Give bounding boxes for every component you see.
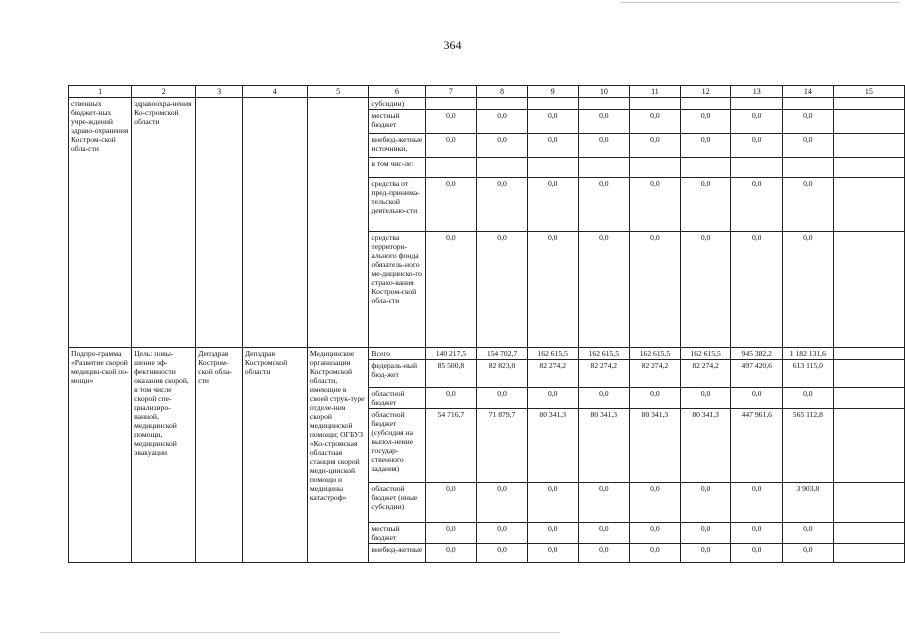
amount-cell: 497 420,6 — [731, 360, 783, 388]
column-number: 13 — [731, 86, 783, 98]
amount-cell: 0,0 — [527, 523, 578, 544]
scan-edge-line — [620, 2, 900, 3]
amount-cell: 54 716,7 — [425, 409, 477, 483]
funding-source-label: субсидии) — [369, 98, 425, 110]
amount-cell: 0,0 — [578, 483, 630, 523]
amount-cell: 0,0 — [630, 388, 681, 409]
funding-source-label: областной бюджет — [369, 388, 425, 409]
merged-cell-col1: Подпро-грамма «Развитие скорой медицин-ской по-мощи» — [69, 348, 132, 563]
amount-cell — [833, 232, 904, 348]
amount-cell — [783, 98, 834, 110]
amount-cell: 0,0 — [731, 134, 783, 158]
amount-cell: 0,0 — [578, 134, 630, 158]
amount-cell — [783, 158, 834, 178]
column-number: 4 — [242, 86, 307, 98]
amount-cell: 0,0 — [731, 110, 783, 134]
amount-cell: 0,0 — [680, 544, 731, 563]
budget-table — [68, 85, 905, 563]
amount-cell — [833, 483, 904, 523]
amount-cell: 85 500,8 — [425, 360, 477, 388]
amount-cell: 0,0 — [578, 544, 630, 563]
amount-cell: 82 274,2 — [680, 360, 731, 388]
amount-cell: 447 961,6 — [731, 409, 783, 483]
column-number: 7 — [425, 86, 477, 98]
amount-cell — [833, 98, 904, 110]
funding-source-label: федераль-ный бюд-жет — [369, 360, 425, 388]
funding-source-label: местный бюджет — [369, 110, 425, 134]
amount-cell: 0,0 — [425, 134, 477, 158]
amount-cell: 82 274,2 — [630, 360, 681, 388]
amount-cell: 0,0 — [527, 232, 578, 348]
amount-cell — [680, 98, 731, 110]
amount-cell: 0,0 — [527, 110, 578, 134]
amount-cell: 0,0 — [578, 388, 630, 409]
amount-cell: 0,0 — [731, 523, 783, 544]
amount-cell — [833, 523, 904, 544]
merged-cell-col2: здравоохра-нения Ко-стромской области — [132, 98, 196, 348]
amount-cell — [833, 110, 904, 134]
amount-cell: 0,0 — [731, 544, 783, 563]
table-row — [69, 98, 905, 110]
funding-source-label: в том чис-ле: — [369, 158, 425, 178]
amount-cell: 0,0 — [680, 134, 731, 158]
amount-cell: 0,0 — [783, 544, 834, 563]
amount-cell — [578, 98, 630, 110]
header-row — [69, 86, 905, 98]
amount-cell: 82 823,0 — [477, 360, 528, 388]
amount-cell: 0,0 — [731, 483, 783, 523]
amount-cell: 0,0 — [477, 388, 528, 409]
amount-cell: 0,0 — [527, 134, 578, 158]
merged-cell-col4: Депздрав Костромской области — [242, 348, 307, 563]
amount-cell — [477, 158, 528, 178]
amount-cell: 565 112,8 — [783, 409, 834, 483]
amount-cell — [833, 134, 904, 158]
amount-cell — [425, 98, 477, 110]
amount-cell: 0,0 — [425, 388, 477, 409]
funding-source-label: средства территори-ального фонда обязатель-ного ме-дицинско-го страхо-вания Костром-ской обла-сти — [369, 232, 425, 348]
amount-cell: 80 341,3 — [578, 409, 630, 483]
amount-cell: 0,0 — [783, 178, 834, 232]
amount-cell: 80 341,3 — [630, 409, 681, 483]
funding-source-label: внебюд-жетные — [369, 544, 425, 563]
amount-cell: 613 115,0 — [783, 360, 834, 388]
amount-cell: 0,0 — [731, 388, 783, 409]
amount-cell: 0,0 — [477, 544, 528, 563]
amount-cell: 0,0 — [630, 523, 681, 544]
amount-cell: 0,0 — [477, 483, 528, 523]
column-number: 8 — [477, 86, 528, 98]
funding-source-label: внебюд-жетные источники, — [369, 134, 425, 158]
merged-cell-col3 — [196, 98, 243, 348]
merged-cell-col3: Депздрав Костром-ской обла-сти — [196, 348, 243, 563]
amount-cell: 0,0 — [477, 134, 528, 158]
amount-cell — [630, 158, 681, 178]
amount-cell: 0,0 — [630, 544, 681, 563]
amount-cell: 0,0 — [783, 388, 834, 409]
amount-cell: 0,0 — [425, 483, 477, 523]
amount-cell: 0,0 — [477, 178, 528, 232]
column-number: 9 — [527, 86, 578, 98]
amount-cell — [680, 158, 731, 178]
column-number: 11 — [630, 86, 681, 98]
column-number: 15 — [833, 86, 904, 98]
column-number: 14 — [783, 86, 834, 98]
funding-source-label: областной бюджет (субсидия на выпол-нение государ-ственного задания) — [369, 409, 425, 483]
amount-cell: 1 182 131,6 — [783, 348, 834, 360]
amount-cell: 82 274,2 — [578, 360, 630, 388]
amount-cell — [477, 98, 528, 110]
amount-cell: 0,0 — [680, 388, 731, 409]
column-number: 12 — [680, 86, 731, 98]
amount-cell — [578, 158, 630, 178]
amount-cell: 3 903,8 — [783, 483, 834, 523]
amount-cell — [833, 348, 904, 360]
amount-cell: 0,0 — [578, 232, 630, 348]
merged-cell-col5: Медицинские организации Костромской области, имеющие в своей струк-туре отделе-ния скорой медицинской помощи; ОГБУЗ «Ко-стромская областная станция скорой меди-цинской помощи и медицины катастроф» — [307, 348, 369, 563]
merged-cell-col5 — [307, 98, 369, 348]
amount-cell: 71 879,7 — [477, 409, 528, 483]
amount-cell: 0,0 — [783, 110, 834, 134]
amount-cell: 0,0 — [477, 523, 528, 544]
merged-cell-col4 — [242, 98, 307, 348]
amount-cell — [833, 158, 904, 178]
amount-cell: 162 615,5 — [680, 348, 731, 360]
scan-edge-line — [40, 632, 560, 633]
amount-cell: 0,0 — [527, 388, 578, 409]
amount-cell: 140 217,5 — [425, 348, 477, 360]
funding-source-label: областной бюджет (иные субсидии) — [369, 483, 425, 523]
funding-source-label: местный бюджет — [369, 523, 425, 544]
page-number: 364 — [443, 38, 462, 52]
amount-cell: 0,0 — [630, 110, 681, 134]
column-number: 10 — [578, 86, 630, 98]
amount-cell — [833, 360, 904, 388]
amount-cell: 0,0 — [680, 178, 731, 232]
amount-cell: 0,0 — [425, 178, 477, 232]
amount-cell: 0,0 — [425, 523, 477, 544]
merged-cell-col2: Цель: повы-шение эф-фективности оказания скорой, в том числе скорой спе-циализиро-ванной, медицинской помощи, медицинской эвакуации — [132, 348, 196, 563]
amount-cell: 82 274,2 — [527, 360, 578, 388]
amount-cell: 0,0 — [578, 523, 630, 544]
table-row — [69, 348, 905, 360]
amount-cell: 0,0 — [783, 523, 834, 544]
amount-cell: 0,0 — [680, 523, 731, 544]
amount-cell: 162 615,5 — [578, 348, 630, 360]
amount-cell: 0,0 — [731, 232, 783, 348]
amount-cell: 0,0 — [425, 232, 477, 348]
column-number: 6 — [369, 86, 425, 98]
amount-cell: 162 615,5 — [527, 348, 578, 360]
amount-cell: 0,0 — [527, 178, 578, 232]
funding-source-label: средства от пред-принима-тельской деятельно-сти — [369, 178, 425, 232]
column-number: 1 — [69, 86, 132, 98]
amount-cell: 0,0 — [630, 232, 681, 348]
amount-cell: 0,0 — [680, 232, 731, 348]
column-number: 2 — [132, 86, 196, 98]
amount-cell: 0,0 — [783, 134, 834, 158]
amount-cell — [833, 544, 904, 563]
amount-cell: 0,0 — [731, 178, 783, 232]
amount-cell: 945 382,2 — [731, 348, 783, 360]
amount-cell: 0,0 — [578, 110, 630, 134]
column-number: 3 — [196, 86, 243, 98]
amount-cell: 0,0 — [477, 232, 528, 348]
amount-cell — [527, 98, 578, 110]
column-number: 5 — [307, 86, 369, 98]
amount-cell — [527, 158, 578, 178]
amount-cell: 0,0 — [527, 544, 578, 563]
amount-cell: 0,0 — [425, 544, 477, 563]
amount-cell — [425, 158, 477, 178]
amount-cell — [833, 388, 904, 409]
amount-cell: 162 615,5 — [630, 348, 681, 360]
amount-cell — [833, 409, 904, 483]
amount-cell: 0,0 — [425, 110, 477, 134]
amount-cell — [731, 98, 783, 110]
amount-cell — [630, 98, 681, 110]
amount-cell: 0,0 — [630, 134, 681, 158]
amount-cell: 0,0 — [783, 232, 834, 348]
amount-cell: 0,0 — [477, 110, 528, 134]
amount-cell: 80 341,3 — [680, 409, 731, 483]
amount-cell: 80 341,3 — [527, 409, 578, 483]
amount-cell: 154 702,7 — [477, 348, 528, 360]
merged-cell-col1: ственных бюджет-ных учре-ждений здраво-охранения Костром-ской обла-сти — [69, 98, 132, 348]
funding-source-label: Всего — [369, 348, 425, 360]
amount-cell: 0,0 — [630, 178, 681, 232]
amount-cell: 0,0 — [527, 483, 578, 523]
amount-cell: 0,0 — [680, 110, 731, 134]
amount-cell — [731, 158, 783, 178]
amount-cell: 0,0 — [578, 178, 630, 232]
amount-cell: 0,0 — [630, 483, 681, 523]
amount-cell: 0,0 — [680, 483, 731, 523]
amount-cell — [833, 178, 904, 232]
